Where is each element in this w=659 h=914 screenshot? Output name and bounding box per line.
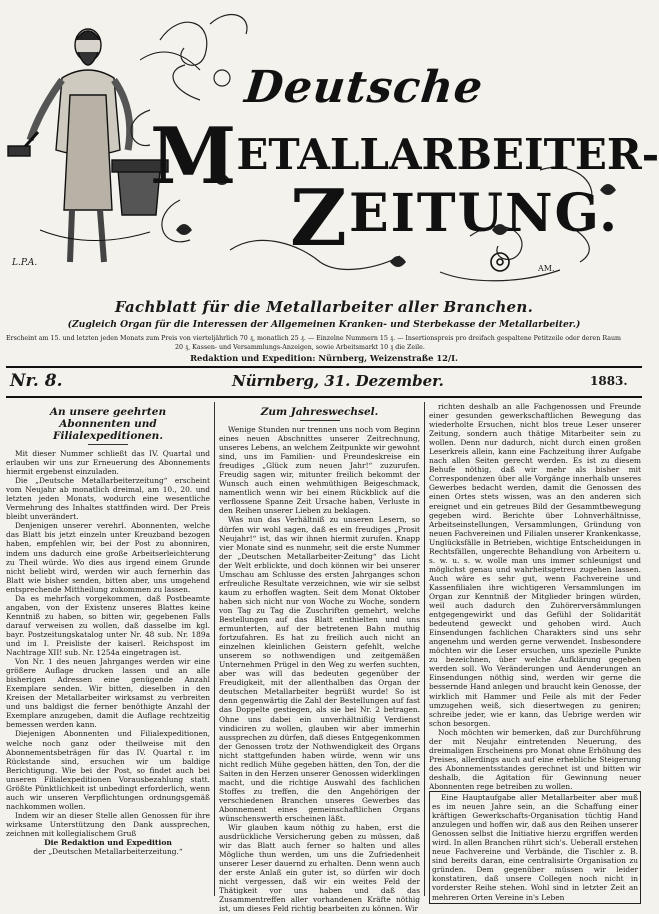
headline-divider xyxy=(88,444,128,445)
issue-bar xyxy=(0,368,648,396)
masthead xyxy=(0,0,659,285)
column-divider xyxy=(424,402,425,896)
pricing-notice: Erscheint am 15. und letzten jeden Monats zum Preis von vierteljährlich 70 ₰, monatlich 25 ₰. — Einzelne Nummern 15 ₰. — Insertionspreis pro dreifach gespaltene Petitzeile oder deren Raum xyxy=(6,335,621,342)
headline-jahreswechsel: Zum Jahreswechsel. xyxy=(260,406,379,418)
paragraph: Wenige Stunden nur trennen uns noch vom Beginn eines neuen Abschnittes unserer Zeitrechnung, unseres Lebens, an welchem Zeitpunkte wir gewohnt sind, uns im Familien- und Freundeskreise ein freudiges „Glück zum neuen Jahr!“ zuzurufen. Freudig sagen wir, mitunter freilich bekommt der Wunsch auch einen wehmüthigen Beigeschmack, namentlich wenn wir bei einem Rückblick auf die verflossene Spanne Zeit Ursache haben, Verluste in den Reihen unserer Lieben zu beklagen. xyxy=(219,425,420,516)
paragraph: Die „Deutsche Metallarbeiterzeitung“ erscheint vom Neujahr ab monatlich dreimal, am 10., 20. und letzten jeden Monats, wodurch eine wesentliche Vermehrung des Inhaltes stattfinden wird. Der Preis bleibt unverändert. xyxy=(6,476,210,522)
paragraph: Denjenigen unserer verehrl. Abonnenten, welche das Blatt bis jetzt einzeln unter Kreuzband bezogen haben, empfehlen wir, bei der Post zu abonniren, indem uns dadurch eine große Arbeitserleichterung zu Theil würde. Wo dies aus irgend einem Grunde nicht beliebt wird, werden wir auch fernerhin das Blatt wie bisher senden, bitten aber, uns umgehend entsprechende Mittheilung zukommen zu lassen. xyxy=(6,521,210,594)
title-zeitung-initial: Z xyxy=(290,173,349,264)
subtitle-organ: (Zugleich Organ für die Interessen der Allgemeinen Kranken- und Sterbekasse der Metallarbeiter.) xyxy=(67,319,581,330)
signature-newspaper: der „Deutschen Metallarbeiterzeitung.“ xyxy=(33,847,183,857)
title-zeitung-rest: EITUNG. xyxy=(348,183,620,244)
issue-date: Nürnberg, 31. Dezember. xyxy=(232,372,444,390)
column-2 xyxy=(219,402,420,914)
subtitle: Fachblatt für die Metallarbeiter aller Branchen. xyxy=(114,298,534,316)
rule-bottom xyxy=(6,396,642,398)
paragraph: Da es mehrfach vorgekommen, daß Postbeamte angaben, von der Existenz unseres Blattes keine Kenntniß zu haben, so bitten wir, gegebenen Falls darauf verweisen zu wollen, daß dasselbe im kgl. bayr. Postzeitungskatalog unter Nr. 48 sub. Nr. 189a und im I. Preisliste der kaiserl. Reichspost im Nachtrage XII! sub. Nr. 1254a eingetragen ist. xyxy=(6,593,210,658)
headline-abonnenten xyxy=(6,406,210,442)
issue-year: 1883. xyxy=(590,374,628,388)
issue-number: Nr. 8. xyxy=(10,371,63,391)
engraver-mark: AM. xyxy=(538,264,555,273)
paragraph: Diejenigen Abonnenten und Filialexpeditionen, welche noch ganz oder theilweise mit den Abonnementsbeträgen für das IV. Quartal r. im Rückstande sind, ersuchen wir um baldige Berichtigung. Wie bei der Post, so findet auch bei unseren Filialexpeditionen Vorausbezahlung statt. Größte Pünktlichkeit ist unbedingt erforderlich, wenn auch wir unseren Verpflichtungen ordnungsgemäß nachkommen wollen. xyxy=(6,729,210,811)
title-metallarbeiter-rest: ETALLARBEITER- xyxy=(236,130,659,179)
paragraph-highlight: Eine Hauptaufgabe aller Metallarbeiter aber muß es im neuen Jahre sein, an die Schaffung einer kräftigen Gewerkschafts-Organisation tüchtig Hand anzulegen und hoffen wir, daß aus den Reihen unserer Genossen selbst die Initiative hierzu ergriffen werden wird. In allen Branchen rührt sich's. Ueberall erstehen neue Fachvereine und Verbände, die Tischler z. B. sind bereits daran, eine centralisirte Organisation zu gründen. Dem gegenüber müssen wir leider konstatiren, daß unsere Collegen noch nicht in vorderster Reihe stehen. Wohl sind in letzter Zeit an mehreren Orten Vereine in's Leben xyxy=(429,791,641,904)
paragraph: Indem wir an dieser Stelle allen Genossen für ihre wirksame Unterstützung den Dank aussprechen, zeichnen mit kollegialischem Gruß xyxy=(6,810,210,838)
title-metallarbeiter-initial: M xyxy=(150,111,237,202)
artist-signature: L.P.A. xyxy=(12,258,38,268)
paragraph: richten deshalb an alle Fachgenossen und Freunde einer gesunden gewerkschaftlichen Bewegung das wiederholte Ersuchen, nicht blos treue Leser unserer Zeitung, sondern auch thätige Mitarbeiter sein zu wollen. Denn nur dadurch, nicht durch einen großen Leserkreis allein, kann eine Fachzeitung ihrer Aufgabe nach allen Seiten gerecht werden. Es ist zu diesem Behufe nöthig, daß wir mehr als bisher mit Correspondenzen über alle Vorgänge innerhalb unseres Gewerbes bedacht werden, damit die Genossen des einen Ortes stets wissen, was an den anderen sich ereignet und ein getreues Bild der Gesammtbewegung gegeben wird. Berichte über Lohnverhältnisse, Arbeitseinstellungen, Versammlungen, Gründung von neuen Fachvereinen und Filialen unserer Krankenkasse, Unglücksfälle in Betrieben, wichtige Entscheidungen in Rechtsfällen, ungerechte Behandlung von Arbeitern u. s. w. u. s. w. wolle man uns immer schleunigst und möglichst genau und wahrheitsgetreu zugehen lassen. Auch wäre es sehr gut, wenn Fachvereine und Kassenfilialen ihre wichtigeren Versammlungen im Organ zur Kenntniß der Mitglieder bringen würden, weil auch dadurch den Zuhörerversämmlungen entgegengewirkt und das Gefühl der Solidarität bedeutend geweckt und gehoben wird. Auch Einsendungen fachlichen Charakters sind uns sehr angenehm und werden gerne verwendet. Insbesondere möchten wir die Leser ersuchen, uns spezielle Punkte zu bezeichnen, über welche Aufklärung gegeben werden soll. Wo Veränderungen und Aenderungen an Einsendungen nöthig sind, werden wir gerne die bessernde Hand anlegen und braucht kein Genosse, der wirklich mit Hammer und Feile als mit der Feder umzugehen weiß, sich diesertwegen zu geniren; schreibe jeder, wie er kann, das Uebrige werden wir schon besorgen. xyxy=(429,402,641,728)
article-columns xyxy=(6,402,642,914)
signature-redaktion: Die Redaktion und Expedition xyxy=(44,838,172,848)
title-zeitung xyxy=(290,173,620,264)
paragraph: Wir glauben kaum nöthig zu haben, erst die ausdrückliche Versicherung geben zu müssen, daß wir das Blatt auch ferner so halten und alles Mögliche thun werden, um uns die Zufriedenheit unserer Leser dauernd zu erhalten. Denn wenn auch der erste Anlaß ein guter ist, so dürfen wir doch nicht vergessen, daß wir ein weites Feld der Thätigkeit vor uns haben und daß das Zusammentreffen aller vorhandenen Kräfte nöthig ist, um dieses Feld richtig bearbeiten zu können. Wir xyxy=(219,823,420,914)
column-3 xyxy=(429,402,641,902)
editorial-address: Redaktion und Expedition: Nürnberg, Weizenstraße 12/I. xyxy=(190,353,458,363)
paragraph: Mit dieser Nummer schließt das IV. Quartal und erlauben wir uns zur Erneuerung des Abonnements hiermit ergebenst einzuladen. xyxy=(6,449,210,477)
paragraph: Was nun das Verhältniß zu unseren Lesern, so dürfen wir wohl sagen, daß es ein freudiges „Prosit Neujahr!“ ist, das wir ihnen hiermit zurufen. Knapp vier Monate sind es nunmehr, seit die erste Nummer der „Deutschen Metallarbeiter-Zeitung“ das Licht der Welt erblickte, und doch können wir bei unserer Umschau am Schlusse des ersten Jahrganges schon erfreuliche Resultate verzeichnen, wie wir sie selbst kaum zu erhoffen wagten. Seit dem Monat Oktober haben sich nicht nur von Woche zu Woche, sondern von Tag zu Tag die Zuschriften gemehrt, welche Bestellungen auf das Blatt enthielten und uns ermunterten, auf der betretenen Bahn muthig fortzufahren. Es hat zu freilich auch nicht an einzelnen kleinlichen Geistern gefehlt, welche unserem so nothwendigen und zeitgemäßen Unternehmen Prügel in den Weg zu werfen suchten, aber was will das bedeuten gegenüber der Freudigkeit, mit der allenthalben das Organ der deutschen Metallarbeiter begrüßt wurde! So ist denn gegenwärtig die Zahl der Bestellungen auf fast das Doppelte gestiegen, als sie bei Nr. 2 betragen. Ohne uns dabei ein unverhältnißig Verdienst vindiciren zu wollen, glauben wir aber immerhin aussprechen zu dürfen, daß dieses Entgegenkommen der Genossen trotz der Nothwendigkeit des Organs nicht stattgefunden haben würde, wenn wir uns nicht redlich Mühe gegeben hätten, den Ton, der die Saiten in den Herzen unserer Genossen widerklingen macht, und die richtige Auswahl des fachlichen Stoffes zu treffen, die den Angehörigen der verschiedenen Branchen unseres Gewerbes das Abonnement eines gemeinschaftlichen Organs wünschenswerth erscheinen läßt. xyxy=(219,515,420,824)
headline-abonnenten-line1: An unsere geehrten xyxy=(49,406,167,418)
column-1 xyxy=(6,402,210,896)
headline-divider xyxy=(300,420,340,421)
column-divider xyxy=(214,402,215,896)
headline-abonnenten-line2: Abonnenten und Filialexpeditionen. xyxy=(53,418,163,442)
title-deutsche: Deutsche xyxy=(242,62,486,113)
ad-pricing-notice: 20 ₰, Kassen- und Versammlungs-Anzeigen, sowie Arbeitsmarkt 10 ₰ die Zeile. xyxy=(175,344,425,351)
paragraph: Noch möchten wir bemerken, daß zur Durchführung der mit Neujahr eintretenden Neuerung, des dreimaligen Erscheinens pro Monat ohne Erhöhung des Preises, allerdings auch auf eine erhebliche Steigerung des Abonnementsstandes gerechnet ist und bitten wir deshalb, die Agitation für Gewinnung neuer Abonnenten rege betreiben zu wollen. xyxy=(429,727,641,791)
paragraph: Von Nr. 1 des neuen Jahrganges werden wir eine größere Auflage drucken lassen und an alle bisherigen Adressen eine genügende Anzahl Exemplare senden. Wir bitten, dieselben in den Kreisen der Metallarbeiter wirksamst zu verbreiten und uns baldigst die ferner benöthigte Anzahl der Exemplare anzugeben, damit die Auflage rechtzeitig bemessen werden kann. xyxy=(6,657,210,730)
